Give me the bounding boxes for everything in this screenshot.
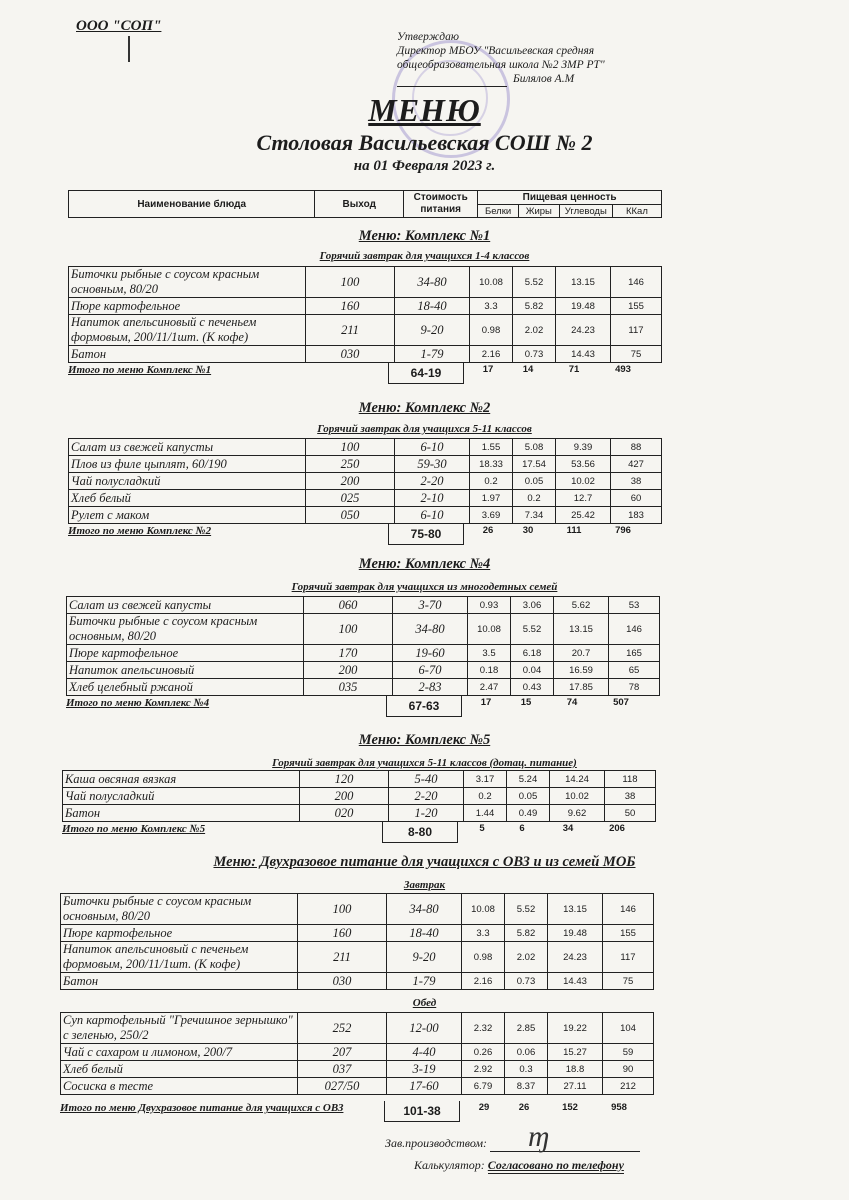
dish-protein: 0.98 <box>470 315 513 346</box>
dish-name: Биточки рыбные с соусом красным основным, 80/20 <box>61 894 298 925</box>
dish-protein: 3.3 <box>470 298 513 315</box>
menu-row <box>61 925 654 942</box>
dish-kcal: 146 <box>611 267 662 298</box>
dish-cost: 4-40 <box>387 1044 462 1061</box>
total-fat: 15 <box>520 697 532 708</box>
col-protein: Белки <box>478 205 519 218</box>
dish-protein: 3.5 <box>468 645 511 662</box>
org-tick <box>128 36 130 62</box>
dish-kcal: 104 <box>603 1013 654 1044</box>
dish-output: 252 <box>298 1013 387 1044</box>
dish-kcal: 50 <box>605 805 656 822</box>
total-nutrition <box>464 1102 642 1113</box>
menu-row <box>69 315 662 346</box>
dish-cost: 34-80 <box>393 614 468 645</box>
dish-protein: 0.93 <box>468 597 511 614</box>
dish-protein: 0.2 <box>464 788 507 805</box>
total-kcal: 958 <box>611 1102 627 1113</box>
dish-name: Хлеб целебный ржаной <box>67 679 304 696</box>
menu-row <box>61 1061 654 1078</box>
section-title: Меню: Комплекс №4 <box>358 556 491 572</box>
dish-protein: 1.44 <box>464 805 507 822</box>
dish-kcal: 78 <box>609 679 660 696</box>
menu-row <box>69 456 662 473</box>
total-nutrition <box>468 525 646 536</box>
dish-kcal: 427 <box>611 456 662 473</box>
dish-kcal: 59 <box>603 1044 654 1061</box>
section-table <box>68 266 662 363</box>
dish-name: Салат из свежей капусты <box>67 597 304 614</box>
production-signature-line <box>490 1136 640 1152</box>
dish-protein: 0.2 <box>470 473 513 490</box>
dish-protein: 10.08 <box>470 267 513 298</box>
dish-cost: 3-70 <box>393 597 468 614</box>
section-title: Меню: Комплекс №2 <box>358 400 491 416</box>
menu-row <box>69 439 662 456</box>
dish-fat: 5.52 <box>513 267 556 298</box>
dish-output: 020 <box>300 805 389 822</box>
dish-carbs: 10.02 <box>550 788 605 805</box>
dish-fat: 8.37 <box>505 1078 548 1095</box>
total-protein: 17 <box>480 697 492 708</box>
page-subtitle: Столовая Васильевская СОШ № 2 <box>256 130 593 155</box>
total-kcal: 206 <box>609 823 625 834</box>
dish-fat: 3.06 <box>511 597 554 614</box>
page-date: на 01 Февраля 2023 г. <box>353 158 496 174</box>
section-table <box>62 770 656 822</box>
dish-kcal: 146 <box>603 894 654 925</box>
dish-name: Каша овсяная вязкая <box>63 771 300 788</box>
dish-cost: 1-79 <box>387 973 462 990</box>
dish-cost: 19-60 <box>393 645 468 662</box>
dish-cost: 9-20 <box>395 315 470 346</box>
dish-fat: 0.05 <box>513 473 556 490</box>
dish-name: Напиток апельсиновый <box>67 662 304 679</box>
dish-carbs: 13.15 <box>548 894 603 925</box>
dish-kcal: 53 <box>609 597 660 614</box>
dish-name: Биточки рыбные с соусом красным основным, 80/20 <box>69 267 306 298</box>
total-cost: 101-38 <box>384 1101 460 1122</box>
dish-kcal: 38 <box>605 788 656 805</box>
dish-fat: 0.05 <box>507 788 550 805</box>
dish-name: Плов из филе цыплят, 60/190 <box>69 456 306 473</box>
dish-carbs: 15.27 <box>548 1044 603 1061</box>
total-nutrition <box>466 697 644 708</box>
dish-kcal: 118 <box>605 771 656 788</box>
dish-output: 200 <box>306 473 395 490</box>
dish-fat: 0.43 <box>511 679 554 696</box>
menu-row <box>61 894 654 925</box>
section-subtitle: Горячий завтрак для учащихся 1-4 классов <box>319 250 530 262</box>
dish-protein: 1.97 <box>470 490 513 507</box>
dish-name: Батон <box>61 973 298 990</box>
dish-carbs: 19.48 <box>548 925 603 942</box>
dish-protein: 0.26 <box>462 1044 505 1061</box>
dish-carbs: 18.8 <box>548 1061 603 1078</box>
dish-carbs: 5.62 <box>554 597 609 614</box>
dish-protein: 10.08 <box>462 894 505 925</box>
dish-name: Биточки рыбные с соусом красным основным, 80/20 <box>67 614 304 645</box>
dish-cost: 6-10 <box>395 439 470 456</box>
menu-row <box>69 507 662 524</box>
section-title: Меню: Комплекс №1 <box>358 228 491 244</box>
col-cost-1: Стоимость <box>413 192 468 203</box>
total-label: Итого по меню Комплекс №5 <box>62 823 206 835</box>
menu-row <box>67 679 660 696</box>
ovz-breakfast-table <box>60 893 654 990</box>
dish-output: 100 <box>306 439 395 456</box>
menu-row <box>69 267 662 298</box>
column-header-table <box>68 190 662 218</box>
dish-kcal: 75 <box>603 973 654 990</box>
total-label: Итого по меню Двухразовое питание для учащихся с ОВЗ <box>60 1102 344 1114</box>
dish-fat: 5.08 <box>513 439 556 456</box>
total-protein: 17 <box>482 364 494 375</box>
dish-carbs: 14.24 <box>550 771 605 788</box>
dish-cost: 5-40 <box>389 771 464 788</box>
total-label: Итого по меню Комплекс №1 <box>68 364 212 376</box>
menu-row <box>63 805 656 822</box>
dish-carbs: 16.59 <box>554 662 609 679</box>
total-fat: 14 <box>522 364 534 375</box>
dish-carbs: 13.15 <box>554 614 609 645</box>
dish-name: Пюре картофельное <box>61 925 298 942</box>
dish-name: Чай полусладкий <box>63 788 300 805</box>
dish-kcal: 65 <box>609 662 660 679</box>
dish-carbs: 13.15 <box>556 267 611 298</box>
dish-output: 250 <box>306 456 395 473</box>
total-nutrition <box>462 823 640 834</box>
total-cost: 75-80 <box>388 524 464 545</box>
dish-cost: 9-20 <box>387 942 462 973</box>
production-signature: ɱ <box>528 1120 550 1153</box>
ovz-breakfast-label: Завтрак <box>403 879 446 891</box>
dish-kcal: 212 <box>603 1078 654 1095</box>
dish-name: Сосиска в тесте <box>61 1078 298 1095</box>
section-table <box>66 596 660 696</box>
dish-fat: 5.24 <box>507 771 550 788</box>
dish-protein: 6.79 <box>462 1078 505 1095</box>
organization-name: ООО "СОП" <box>76 18 162 34</box>
dish-name: Пюре картофельное <box>67 645 304 662</box>
col-cost-2: питания <box>420 204 461 215</box>
menu-row <box>67 645 660 662</box>
dish-kcal: 165 <box>609 645 660 662</box>
production-label: Зав.производством: <box>385 1136 488 1150</box>
dish-fat: 5.52 <box>511 614 554 645</box>
ovz-lunch-label: Обед <box>412 997 437 1009</box>
dish-output: 160 <box>306 298 395 315</box>
menu-row <box>61 1078 654 1095</box>
dish-output: 200 <box>300 788 389 805</box>
dish-fat: 0.06 <box>505 1044 548 1061</box>
dish-cost: 12-00 <box>387 1013 462 1044</box>
dish-cost: 18-40 <box>395 298 470 315</box>
total-protein: 29 <box>478 1102 490 1113</box>
dish-cost: 1-20 <box>389 805 464 822</box>
total-cost: 8-80 <box>382 822 458 843</box>
dish-kcal: 90 <box>603 1061 654 1078</box>
dish-output: 030 <box>298 973 387 990</box>
dish-name: Батон <box>63 805 300 822</box>
total-carbs: 34 <box>562 823 574 834</box>
total-carbs: 71 <box>568 364 580 375</box>
dish-cost: 34-80 <box>387 894 462 925</box>
dish-output: 207 <box>298 1044 387 1061</box>
total-cost: 64-19 <box>388 363 464 384</box>
total-fat: 26 <box>518 1102 530 1113</box>
col-output: Выход <box>315 191 404 218</box>
dish-name: Чай полусладкий <box>69 473 306 490</box>
dish-kcal: 60 <box>611 490 662 507</box>
dish-name: Суп картофельный "Гречишное зернышко" с зеленью, 250/2 <box>61 1013 298 1044</box>
col-fat: Жиры <box>518 205 559 218</box>
dish-kcal: 75 <box>611 346 662 363</box>
dish-output: 050 <box>306 507 395 524</box>
dish-output: 100 <box>298 894 387 925</box>
dish-protein: 18.33 <box>470 456 513 473</box>
dish-cost: 6-10 <box>395 507 470 524</box>
dish-carbs: 10.02 <box>556 473 611 490</box>
menu-row <box>67 614 660 645</box>
dish-protein: 2.16 <box>470 346 513 363</box>
calculator-value: Согласовано по телефону <box>487 1158 624 1172</box>
dish-cost: 2-20 <box>389 788 464 805</box>
dish-carbs: 9.62 <box>550 805 605 822</box>
total-kcal: 493 <box>615 364 631 375</box>
menu-row <box>69 298 662 315</box>
section-table <box>68 438 662 524</box>
dish-name: Чай с сахаром и лимоном, 200/7 <box>61 1044 298 1061</box>
approve-line-1: Утверждаю <box>397 31 459 43</box>
dish-fat: 5.82 <box>505 925 548 942</box>
dish-cost: 34-80 <box>395 267 470 298</box>
col-kcal: ККал <box>612 205 661 218</box>
dish-protein: 0.98 <box>462 942 505 973</box>
dish-cost: 59-30 <box>395 456 470 473</box>
dish-carbs: 17.85 <box>554 679 609 696</box>
dish-name: Хлеб белый <box>69 490 306 507</box>
total-fat: 6 <box>519 823 525 834</box>
menu-row <box>69 490 662 507</box>
total-kcal: 507 <box>613 697 629 708</box>
dish-name: Пюре картофельное <box>69 298 306 315</box>
dish-output: 120 <box>300 771 389 788</box>
total-label: Итого по меню Комплекс №2 <box>68 525 212 537</box>
dish-fat: 0.3 <box>505 1061 548 1078</box>
dish-output: 211 <box>298 942 387 973</box>
dish-output: 030 <box>306 346 395 363</box>
dish-protein: 2.16 <box>462 973 505 990</box>
dish-cost: 18-40 <box>387 925 462 942</box>
dish-cost: 3-19 <box>387 1061 462 1078</box>
dish-name: Напиток апельсиновый с печеньем формовым, 200/11/1шт. (К кофе) <box>69 315 306 346</box>
approve-line-4 <box>397 72 605 87</box>
dish-carbs: 19.48 <box>556 298 611 315</box>
col-nutrition: Пищевая ценность <box>478 191 662 205</box>
dish-output: 035 <box>304 679 393 696</box>
dish-output: 100 <box>306 267 395 298</box>
menu-row <box>61 973 654 990</box>
total-protein: 26 <box>482 525 494 536</box>
dish-protein: 1.55 <box>470 439 513 456</box>
total-fat: 30 <box>522 525 534 536</box>
dish-cost: 2-83 <box>393 679 468 696</box>
section-subtitle: Горячий завтрак для учащихся 5-11 классов (дотац. питание) <box>272 757 577 769</box>
dish-fat: 5.82 <box>513 298 556 315</box>
dish-fat: 0.73 <box>505 973 548 990</box>
dish-output: 100 <box>304 614 393 645</box>
footer-production <box>385 1136 640 1152</box>
dish-protein: 2.32 <box>462 1013 505 1044</box>
menu-row <box>69 473 662 490</box>
dish-cost: 2-20 <box>395 473 470 490</box>
signature-line <box>397 72 507 87</box>
dish-kcal: 155 <box>603 925 654 942</box>
menu-row <box>63 788 656 805</box>
dish-cost: 1-79 <box>395 346 470 363</box>
dish-output: 037 <box>298 1061 387 1078</box>
total-carbs: 74 <box>566 697 578 708</box>
director-name: Билялов А.М <box>513 73 575 85</box>
total-nutrition <box>468 364 646 375</box>
dish-output: 170 <box>304 645 393 662</box>
dish-carbs: 20.7 <box>554 645 609 662</box>
dish-name: Рулет с маком <box>69 507 306 524</box>
dish-protein: 2.92 <box>462 1061 505 1078</box>
menu-row <box>67 597 660 614</box>
approve-line-3: общеобразовательная школа №2 ЗМР РТ" <box>397 59 605 71</box>
menu-row <box>63 771 656 788</box>
dish-protein: 3.3 <box>462 925 505 942</box>
dish-output: 025 <box>306 490 395 507</box>
col-carbs: Углеводы <box>559 205 612 218</box>
page-title: МЕНЮ <box>368 92 481 128</box>
dish-kcal: 155 <box>611 298 662 315</box>
dish-output: 211 <box>306 315 395 346</box>
dish-fat: 0.73 <box>513 346 556 363</box>
dish-fat: 0.49 <box>507 805 550 822</box>
dish-carbs: 9.39 <box>556 439 611 456</box>
menu-row <box>67 662 660 679</box>
dish-fat: 6.18 <box>511 645 554 662</box>
section-title: Меню: Комплекс №5 <box>358 732 491 748</box>
dish-carbs: 19.22 <box>548 1013 603 1044</box>
dish-output: 160 <box>298 925 387 942</box>
total-carbs: 111 <box>566 525 582 536</box>
dish-name: Батон <box>69 346 306 363</box>
dish-fat: 5.52 <box>505 894 548 925</box>
menu-row <box>61 1013 654 1044</box>
total-carbs: 152 <box>562 1102 578 1113</box>
dish-carbs: 25.42 <box>556 507 611 524</box>
dish-carbs: 14.43 <box>556 346 611 363</box>
dish-carbs: 27.11 <box>548 1078 603 1095</box>
dish-kcal: 146 <box>609 614 660 645</box>
dish-name: Салат из свежей капусты <box>69 439 306 456</box>
dish-protein: 10.08 <box>468 614 511 645</box>
calculator-label: Калькулятор: <box>414 1158 485 1172</box>
dish-kcal: 117 <box>603 942 654 973</box>
dish-fat: 2.02 <box>513 315 556 346</box>
section-subtitle: Горячий завтрак для учащихся из многодетных семей <box>291 581 558 593</box>
total-kcal: 796 <box>615 525 631 536</box>
section-subtitle: Горячий завтрак для учащихся 5-11 классов <box>317 423 532 435</box>
dish-protein: 0.18 <box>468 662 511 679</box>
dish-cost: 6-70 <box>393 662 468 679</box>
dish-carbs: 14.43 <box>548 973 603 990</box>
dish-protein: 3.69 <box>470 507 513 524</box>
approve-line-2: Директор МБОУ "Васильевская средняя <box>397 45 595 57</box>
dish-kcal: 117 <box>611 315 662 346</box>
dish-carbs: 24.23 <box>548 942 603 973</box>
dish-fat: 2.85 <box>505 1013 548 1044</box>
dish-fat: 0.04 <box>511 662 554 679</box>
dish-fat: 2.02 <box>505 942 548 973</box>
ovz-title: Меню: Двухразовое питание для учащихся с ОВЗ и из семей МОБ <box>213 854 636 870</box>
total-protein: 5 <box>479 823 485 834</box>
dish-output: 060 <box>304 597 393 614</box>
dish-name: Напиток апельсиновый с печеньем формовым, 200/11/1шт. (К кофе) <box>61 942 298 973</box>
total-cost: 67-63 <box>386 696 462 717</box>
dish-fat: 7.34 <box>513 507 556 524</box>
dish-output: 200 <box>304 662 393 679</box>
dish-carbs: 53.56 <box>556 456 611 473</box>
dish-fat: 0.2 <box>513 490 556 507</box>
dish-kcal: 88 <box>611 439 662 456</box>
dish-cost: 2-10 <box>395 490 470 507</box>
dish-fat: 17.54 <box>513 456 556 473</box>
dish-carbs: 12.7 <box>556 490 611 507</box>
dish-kcal: 38 <box>611 473 662 490</box>
dish-name: Хлеб белый <box>61 1061 298 1078</box>
dish-cost: 17-60 <box>387 1078 462 1095</box>
dish-protein: 3.17 <box>464 771 507 788</box>
menu-row <box>69 346 662 363</box>
menu-row <box>61 942 654 973</box>
dish-output: 027/50 <box>298 1078 387 1095</box>
col-cost <box>404 191 478 218</box>
approval-block <box>397 30 605 87</box>
dish-protein: 2.47 <box>468 679 511 696</box>
total-label: Итого по меню Комплекс №4 <box>66 697 210 709</box>
menu-row <box>61 1044 654 1061</box>
ovz-lunch-table <box>60 1012 654 1095</box>
dish-carbs: 24.23 <box>556 315 611 346</box>
footer-calculator <box>414 1158 624 1174</box>
dish-kcal: 183 <box>611 507 662 524</box>
col-name: Наименование блюда <box>69 191 315 218</box>
